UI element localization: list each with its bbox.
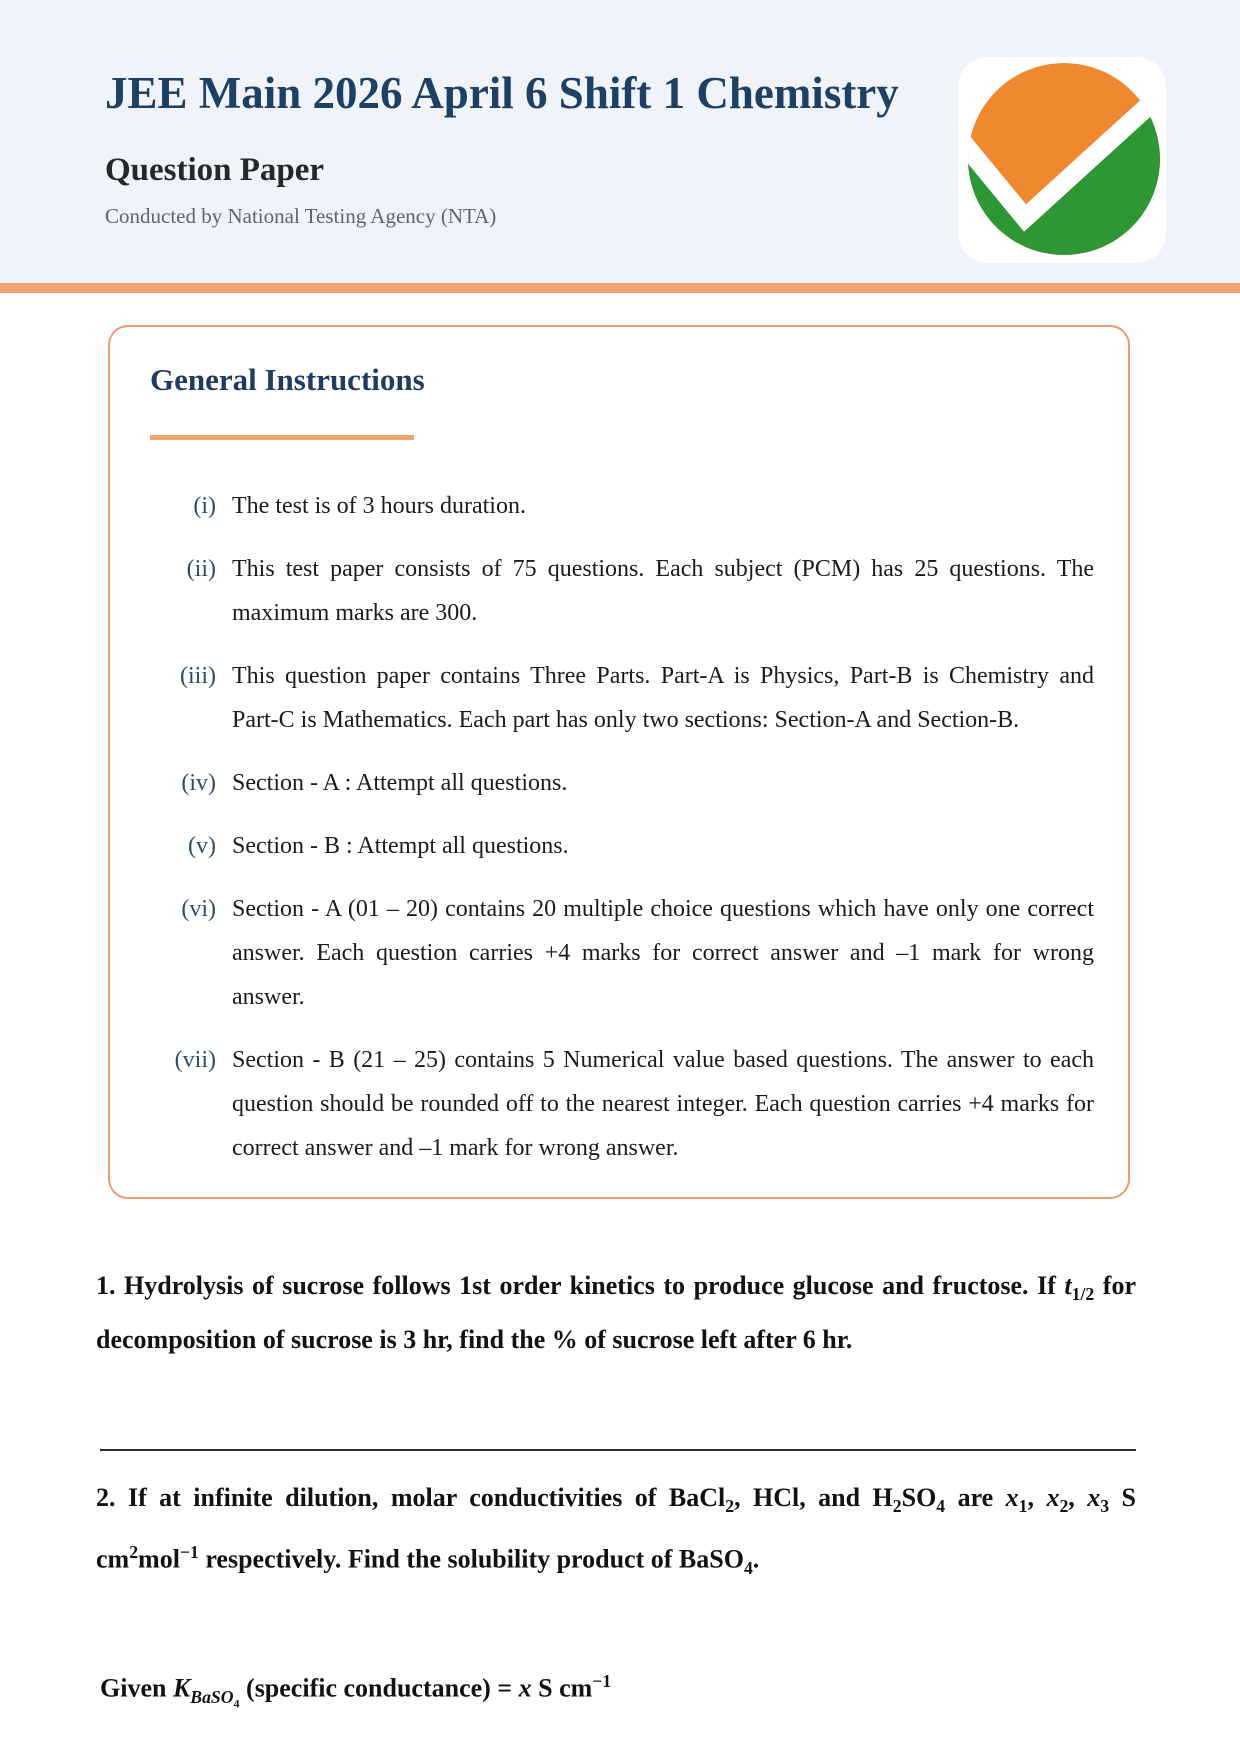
instruction-item (144, 484, 1094, 528)
instructions-list (144, 484, 1094, 1170)
instruction-text: This test paper consists of 75 questions. Each subject (PCM) has 25 questions. The maximum marks are 300. (232, 556, 1094, 626)
instruction-text: Section - B (21 – 25) contains 5 Numerical value based questions. The answer to each question should be rounded off to the nearest integer. Each question carries +4 marks for correct answer and –1 mark for wrong answer. (232, 1047, 1094, 1161)
page-subtitle: Question Paper (105, 152, 325, 188)
question-divider (100, 1449, 1136, 1451)
page-header (0, 0, 1240, 283)
instruction-item (144, 547, 1094, 635)
instruction-item (144, 887, 1094, 1019)
instruction-label: (iii) (180, 663, 216, 689)
instruction-text: Section - A (01 – 20) contains 20 multiple choice questions which have only one correct answer. Each question carries +4 marks for correct answer and –1 mark for wrong answer. (232, 896, 1094, 1010)
instructions-heading: General Instructions (150, 362, 425, 397)
instruction-label: (i) (193, 493, 216, 519)
instruction-item (144, 824, 1094, 868)
heading-underline (150, 435, 414, 440)
instruction-label: (v) (188, 833, 216, 859)
instruction-label: (iv) (181, 770, 216, 796)
page-title: JEE Main 2026 April 6 Shift 1 Chemistry (105, 68, 899, 118)
given-line: Given $K_{BaSO_4}$ (specific conductance) = x S $cm^{-1}$ (100, 1671, 612, 1711)
instruction-text: Section - A : Attempt all questions. (232, 770, 568, 796)
instruction-item (144, 654, 1094, 742)
instruction-text: This question paper contains Three Parts. Part-A is Physics, Part-B is Chemistry and Part-C is Mathematics. Each part has only two sections: Section-A and Section-B. (232, 663, 1094, 733)
questions-section (96, 1263, 1136, 1724)
instruction-item (144, 761, 1094, 805)
header-divider (0, 283, 1240, 293)
question-2: 2. If at infinite dilution, molar conductivities of BaCl$_2$, HCl, and $H_2SO_4$ are $x_1$, $x_2$, $x_3$ S $cm^2mol^{-1}$ respectively. Find the solubility product of BaSO$_4$. (96, 1483, 1136, 1579)
general-instructions-card (108, 325, 1130, 1199)
conducted-by-text: Conducted by National Testing Agency (NTA) (105, 204, 497, 228)
question-1: 1. Hydrolysis of sucrose follows 1st order kinetics to produce glucose and fructose. If $t_{1/2}$ for decomposition of sucrose is 3 hr, find the % of sucrose left after 6 hr. (96, 1271, 1136, 1355)
instruction-text: Section - B : Attempt all questions. (232, 833, 569, 859)
instruction-text: The test is of 3 hours duration. (232, 493, 526, 519)
instruction-label: (ii) (186, 556, 216, 582)
instruction-label: (vii) (174, 1047, 216, 1073)
instruction-label: (vi) (181, 896, 216, 922)
instruction-item (144, 1038, 1094, 1170)
